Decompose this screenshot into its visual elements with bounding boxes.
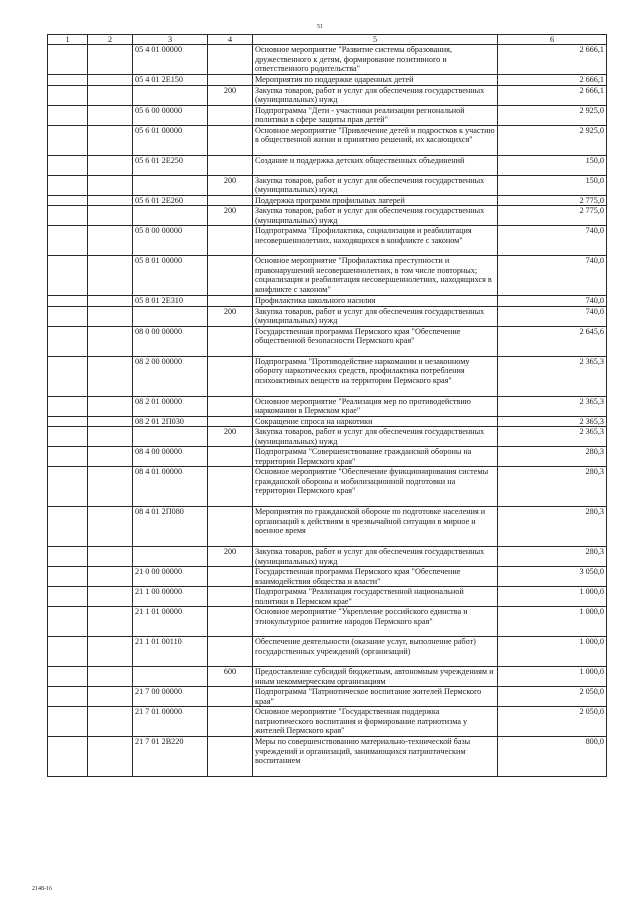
item-name-cell: Закупка товаров, работ и услуг для обеспечения государственных (муниципальных) нужд: [253, 175, 498, 195]
cell-col-1: [48, 567, 88, 587]
item-name-cell: Основное мероприятие "Государственная поддержка патриотического воспитания и формирование патриотизма у жителей Пермского края": [253, 707, 498, 737]
amount-cell: 1 000,0: [498, 607, 607, 637]
cell-col-1: [48, 85, 88, 105]
table-row: [48, 125, 607, 155]
cell-col-2: [88, 195, 133, 206]
cell-col-2: [88, 447, 133, 467]
table-row: [48, 447, 607, 467]
target-code-cell: 05 6 01 2Е250: [133, 155, 208, 175]
cell-col-2: [88, 707, 133, 737]
cell-col-1: [48, 447, 88, 467]
cell-col-1: [48, 45, 88, 75]
amount-cell: 2 925,0: [498, 105, 607, 125]
expense-type-cell: [208, 467, 253, 507]
table-row: [48, 326, 607, 356]
target-code-cell: 05 6 01 00000: [133, 125, 208, 155]
cell-col-2: [88, 75, 133, 86]
cell-col-2: [88, 306, 133, 326]
table-row: [48, 587, 607, 607]
cell-col-1: [48, 667, 88, 687]
expense-type-cell: [208, 396, 253, 416]
cell-col-2: [88, 45, 133, 75]
table-row: [48, 567, 607, 587]
table-row: [48, 155, 607, 175]
cell-col-1: [48, 206, 88, 226]
amount-cell: 800,0: [498, 737, 607, 777]
table-row: [48, 416, 607, 427]
cell-col-2: [88, 175, 133, 195]
table-row: [48, 707, 607, 737]
target-code-cell: 05 8 01 00000: [133, 256, 208, 296]
target-code-cell: 08 4 01 00000: [133, 467, 208, 507]
cell-col-2: [88, 356, 133, 396]
amount-cell: 740,0: [498, 306, 607, 326]
expense-type-cell: [208, 105, 253, 125]
target-code-cell: 21 7 01 00000: [133, 707, 208, 737]
cell-col-1: [48, 195, 88, 206]
item-name-cell: Подпрограмма "Реализация государственной национальной политики в Пермском крае": [253, 587, 498, 607]
target-code-cell: 05 8 00 00000: [133, 226, 208, 256]
table-row: [48, 687, 607, 707]
amount-cell: 150,0: [498, 155, 607, 175]
column-header-6: 6: [498, 35, 607, 45]
cell-col-2: [88, 637, 133, 667]
amount-cell: 2 050,0: [498, 707, 607, 737]
amount-cell: 740,0: [498, 296, 607, 307]
expense-type-cell: [208, 296, 253, 307]
table-row: [48, 226, 607, 256]
item-name-cell: Основное мероприятие "Профилактика преступности и правонарушений несовершеннолетних, в том числе повторных; социализация и реабилитация несовершеннолетних, находящихся в конфликте с законом": [253, 256, 498, 296]
item-name-cell: Закупка товаров, работ и услуг для обеспечения государственных (муниципальных) нужд: [253, 206, 498, 226]
table-body: [48, 45, 607, 777]
column-header-5: 5: [253, 35, 498, 45]
amount-cell: 740,0: [498, 226, 607, 256]
target-code-cell: [133, 667, 208, 687]
document-code: 2148-16: [32, 886, 52, 892]
expense-type-cell: 200: [208, 85, 253, 105]
cell-col-2: [88, 607, 133, 637]
cell-col-1: [48, 396, 88, 416]
amount-cell: 2 775,0: [498, 195, 607, 206]
expense-type-cell: [208, 737, 253, 777]
target-code-cell: [133, 175, 208, 195]
target-code-cell: 08 4 00 00000: [133, 447, 208, 467]
amount-cell: 1 000,0: [498, 667, 607, 687]
table-row: [48, 467, 607, 507]
target-code-cell: [133, 85, 208, 105]
item-name-cell: Подпрограмма "Противодействие наркомании и незаконному обороту наркотических средств, профилактика потребления психоактивных веществ на территории Пермского края": [253, 356, 498, 396]
expense-type-cell: [208, 125, 253, 155]
item-name-cell: Подпрограмма "Дети - участники реализации региональной политики в сфере защиты прав детей": [253, 105, 498, 125]
target-code-cell: 08 4 01 2П080: [133, 507, 208, 547]
cell-col-1: [48, 306, 88, 326]
cell-col-1: [48, 296, 88, 307]
item-name-cell: Подпрограмма "Профилактика, социализация и реабилитация несовершеннолетних, находящихся в конфликте с законом": [253, 226, 498, 256]
item-name-cell: Создание и поддержка детских общественных объединений: [253, 155, 498, 175]
item-name-cell: Профилактика школьного насилия: [253, 296, 498, 307]
expense-type-cell: [208, 687, 253, 707]
cell-col-1: [48, 175, 88, 195]
target-code-cell: 05 8 01 2Е310: [133, 296, 208, 307]
expense-type-cell: [208, 637, 253, 667]
page-number: 51: [317, 24, 323, 30]
cell-col-2: [88, 296, 133, 307]
amount-cell: 2 775,0: [498, 206, 607, 226]
table-row: [48, 356, 607, 396]
item-name-cell: Основное мероприятие "Привлечение детей и подростков к участию в общественной жизни и принятию решений, их касающихся": [253, 125, 498, 155]
cell-col-2: [88, 155, 133, 175]
amount-cell: 2 365,3: [498, 396, 607, 416]
item-name-cell: Государственная программа Пермского края "Обеспечение общественной безопасности Пермского края": [253, 326, 498, 356]
cell-col-1: [48, 687, 88, 707]
expense-type-cell: [208, 507, 253, 547]
table-header-row: [48, 35, 607, 45]
item-name-cell: Сокращение спроса на наркотики: [253, 416, 498, 427]
target-code-cell: 21 7 00 00000: [133, 687, 208, 707]
cell-col-2: [88, 226, 133, 256]
target-code-cell: 05 4 01 00000: [133, 45, 208, 75]
amount-cell: 3 050,0: [498, 567, 607, 587]
cell-col-2: [88, 507, 133, 547]
cell-col-2: [88, 416, 133, 427]
expense-type-cell: 200: [208, 306, 253, 326]
table-row: [48, 306, 607, 326]
target-code-cell: 21 1 00 00000: [133, 587, 208, 607]
item-name-cell: Подпрограмма "Совершенствование гражданской обороны на территории Пермского края": [253, 447, 498, 467]
item-name-cell: Подпрограмма "Патриотическое воспитание жителей Пермского края": [253, 687, 498, 707]
cell-col-2: [88, 105, 133, 125]
table-row: [48, 396, 607, 416]
target-code-cell: 05 6 01 2Е260: [133, 195, 208, 206]
cell-col-2: [88, 467, 133, 507]
amount-cell: 1 000,0: [498, 587, 607, 607]
cell-col-1: [48, 125, 88, 155]
item-name-cell: Меры по совершенствованию материально-технической базы учреждений и организаций, занимающихся патриотическим воспитанием: [253, 737, 498, 777]
cell-col-2: [88, 256, 133, 296]
table-row: [48, 175, 607, 195]
cell-col-2: [88, 567, 133, 587]
amount-cell: 2 050,0: [498, 687, 607, 707]
expense-type-cell: [208, 707, 253, 737]
table-row: [48, 667, 607, 687]
amount-cell: 2 645,6: [498, 326, 607, 356]
cell-col-2: [88, 206, 133, 226]
item-name-cell: Основное мероприятие "Реализация мер по противодействию наркомании в Пермском крае": [253, 396, 498, 416]
expense-type-cell: [208, 45, 253, 75]
expense-type-cell: [208, 195, 253, 206]
amount-cell: 2 365,3: [498, 427, 607, 447]
target-code-cell: 08 2 01 2П030: [133, 416, 208, 427]
amount-cell: 280,3: [498, 447, 607, 467]
table-row: [48, 206, 607, 226]
item-name-cell: Мероприятия по гражданской обороне по подготовке населения и организаций к действиям в чрезвычайной ситуации в мирное и военное время: [253, 507, 498, 547]
item-name-cell: Закупка товаров, работ и услуг для обеспечения государственных (муниципальных) нужд: [253, 547, 498, 567]
amount-cell: 2 666,1: [498, 45, 607, 75]
cell-col-1: [48, 105, 88, 125]
cell-col-2: [88, 427, 133, 447]
column-header-3: 3: [133, 35, 208, 45]
item-name-cell: Закупка товаров, работ и услуг для обеспечения государственных (муниципальных) нужд: [253, 306, 498, 326]
expense-type-cell: [208, 356, 253, 396]
cell-col-1: [48, 326, 88, 356]
column-header-4: 4: [208, 35, 253, 45]
table-row: [48, 737, 607, 777]
amount-cell: 2 365,3: [498, 356, 607, 396]
table-row: [48, 637, 607, 667]
cell-col-1: [48, 607, 88, 637]
amount-cell: 2 365,3: [498, 416, 607, 427]
table-row: [48, 547, 607, 567]
item-name-cell: Закупка товаров, работ и услуг для обеспечения государственных (муниципальных) нужд: [253, 85, 498, 105]
amount-cell: 280,3: [498, 507, 607, 547]
item-name-cell: Основное мероприятие "Развитие системы образования, дружественного к детям, формирование позитивного и ответственного родительства": [253, 45, 498, 75]
expense-type-cell: [208, 447, 253, 467]
target-code-cell: [133, 306, 208, 326]
item-name-cell: Обеспечение деятельности (оказание услуг, выполнение работ) государственных учреждений (организаций): [253, 637, 498, 667]
item-name-cell: Предоставление субсидий бюджетным, автономным учреждениям и иным некоммерческим организациям: [253, 667, 498, 687]
target-code-cell: [133, 427, 208, 447]
cell-col-2: [88, 667, 133, 687]
table-row: [48, 45, 607, 75]
amount-cell: 280,3: [498, 547, 607, 567]
cell-col-2: [88, 85, 133, 105]
cell-col-1: [48, 356, 88, 396]
cell-col-2: [88, 326, 133, 356]
cell-col-1: [48, 226, 88, 256]
item-name-cell: Основное мероприятие "Укрепление российского единства и этнокультурное развитие народов Пермского края": [253, 607, 498, 637]
cell-col-2: [88, 737, 133, 777]
item-name-cell: Государственная программа Пермского края "Обеспечение взаимодействия общества и власти": [253, 567, 498, 587]
cell-col-1: [48, 75, 88, 86]
table-row: [48, 75, 607, 86]
cell-col-2: [88, 396, 133, 416]
cell-col-1: [48, 427, 88, 447]
cell-col-1: [48, 547, 88, 567]
item-name-cell: Основное мероприятие "Обеспечение функционирования системы гражданской обороны и мобилизационной подготовки на территории Пермского края": [253, 467, 498, 507]
expense-type-cell: [208, 607, 253, 637]
table-row: [48, 607, 607, 637]
target-code-cell: 21 1 01 00000: [133, 607, 208, 637]
cell-col-2: [88, 587, 133, 607]
table-row: [48, 507, 607, 547]
cell-col-1: [48, 467, 88, 507]
expense-type-cell: [208, 155, 253, 175]
amount-cell: 280,3: [498, 467, 607, 507]
cell-col-2: [88, 125, 133, 155]
table-row: [48, 85, 607, 105]
budget-table: [47, 34, 607, 777]
expense-type-cell: [208, 587, 253, 607]
cell-col-1: [48, 737, 88, 777]
cell-col-2: [88, 687, 133, 707]
cell-col-1: [48, 587, 88, 607]
target-code-cell: 08 0 00 00000: [133, 326, 208, 356]
column-header-1: 1: [48, 35, 88, 45]
target-code-cell: [133, 547, 208, 567]
target-code-cell: [133, 206, 208, 226]
expense-type-cell: 200: [208, 175, 253, 195]
cell-col-1: [48, 507, 88, 547]
expense-type-cell: [208, 256, 253, 296]
expense-type-cell: [208, 226, 253, 256]
amount-cell: 2 666,1: [498, 75, 607, 86]
item-name-cell: Мероприятия по поддержке одаренных детей: [253, 75, 498, 86]
amount-cell: 1 000,0: [498, 637, 607, 667]
item-name-cell: Закупка товаров, работ и услуг для обеспечения государственных (муниципальных) нужд: [253, 427, 498, 447]
cell-col-1: [48, 707, 88, 737]
expense-type-cell: [208, 567, 253, 587]
amount-cell: 740,0: [498, 256, 607, 296]
column-header-2: 2: [88, 35, 133, 45]
cell-col-1: [48, 637, 88, 667]
table-row: [48, 427, 607, 447]
cell-col-1: [48, 155, 88, 175]
expense-type-cell: 200: [208, 547, 253, 567]
expense-type-cell: 600: [208, 667, 253, 687]
cell-col-1: [48, 416, 88, 427]
expense-type-cell: [208, 416, 253, 427]
table-row: [48, 296, 607, 307]
expense-type-cell: [208, 326, 253, 356]
expense-type-cell: 200: [208, 427, 253, 447]
amount-cell: 2 925,0: [498, 125, 607, 155]
table-row: [48, 256, 607, 296]
target-code-cell: 21 0 00 00000: [133, 567, 208, 587]
table-row: [48, 105, 607, 125]
expense-type-cell: [208, 75, 253, 86]
cell-col-1: [48, 256, 88, 296]
table-row: [48, 195, 607, 206]
item-name-cell: Поддержка программ профильных лагерей: [253, 195, 498, 206]
amount-cell: 2 666,1: [498, 85, 607, 105]
target-code-cell: 08 2 00 00000: [133, 356, 208, 396]
target-code-cell: 05 4 01 2Е150: [133, 75, 208, 86]
expense-type-cell: 200: [208, 206, 253, 226]
target-code-cell: 08 2 01 00000: [133, 396, 208, 416]
target-code-cell: 05 6 00 00000: [133, 105, 208, 125]
amount-cell: 150,0: [498, 175, 607, 195]
target-code-cell: 21 1 01 00110: [133, 637, 208, 667]
cell-col-2: [88, 547, 133, 567]
target-code-cell: 21 7 01 2В220: [133, 737, 208, 777]
